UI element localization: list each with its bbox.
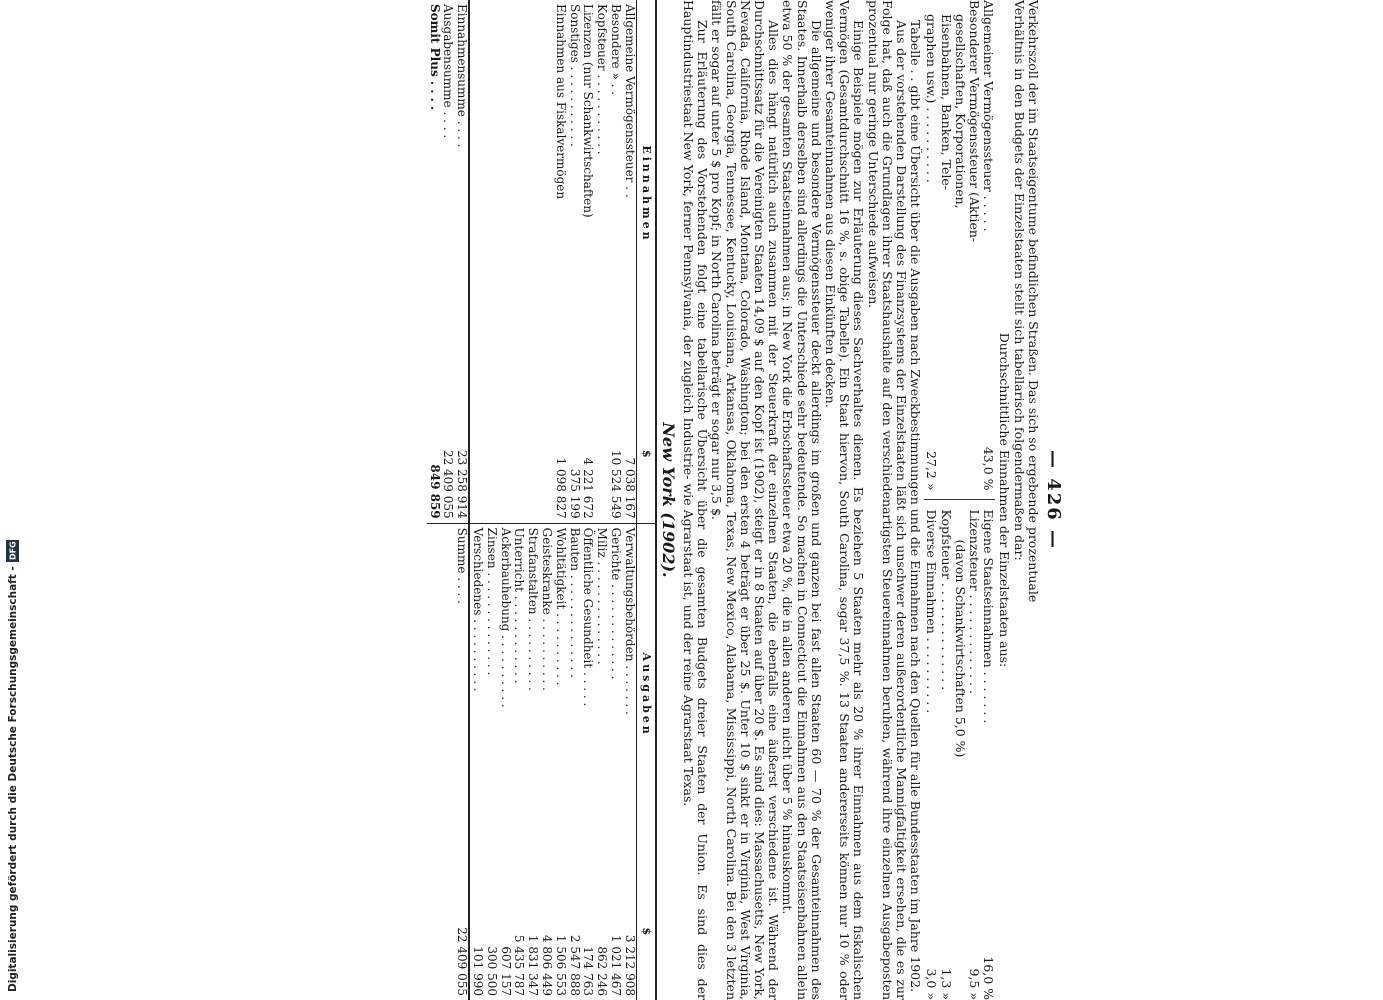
ny-income-value: 22 409 055 xyxy=(441,388,455,523)
income-share-row xyxy=(953,0,967,491)
ny-table-title: New York (1902). xyxy=(658,422,678,578)
ny-table-row xyxy=(567,0,581,1000)
ny-expense-label: Summe . . . . xyxy=(455,527,470,604)
ny-expense-value xyxy=(427,866,441,1000)
ny-income-label: Einnahmen aus Fiskalvermögen xyxy=(553,4,568,200)
digitization-credit-text: Digitalisierung gefördert durch die Deutsche Forschungsgemeinschaft - xyxy=(7,566,19,992)
digitization-credit xyxy=(2,541,24,992)
ny-income-label: Somit Plus . . . . xyxy=(427,4,442,111)
ny-table-row xyxy=(553,0,567,1000)
income-share-label: Eigene Staatseinnahmen . . . . . . . xyxy=(981,509,997,724)
ny-header-dollar: $ xyxy=(636,866,655,1000)
ny-header-row xyxy=(636,0,655,1000)
paragraph: Einige Beispiele mögen zur Erläuterung dieses Sachverhaltes dienen. Es beziehen 5 Staaten mehr als 20 % ihrer Einnahmen aus dem fiskalischen Vermögen (Gesamtdurchschnitt 16 %, s. obige Tabelle). Ein Staat hiervon, South Carolina, sogar 37,5 %. 13 Staaten andererseits können nur 10 % oder weniger ihrer Gesamteinnahmen aus diesen Einkünften decken. xyxy=(822,0,867,1000)
ny-income-value xyxy=(594,388,608,523)
ny-expense-label: Strafanstalten . . . . . . . . . . xyxy=(526,527,541,691)
ny-income-value: 849 859 xyxy=(427,388,441,523)
ny-expense-label: Öffentliche Gesundheit . . . . . xyxy=(581,527,596,707)
ny-expense-value: 174 763 xyxy=(581,946,596,996)
rotated-page xyxy=(420,0,1064,1000)
income-share-label: Besonderer Vermögenssteuer (Aktien- xyxy=(966,0,982,243)
ny-income-value: 375 199 xyxy=(567,388,581,523)
ny-income-label: Einnahmensumme . . . . xyxy=(455,4,470,148)
ny-income-label: Sonstiges . . . . . . . . . . . xyxy=(567,4,582,147)
income-share-table xyxy=(924,0,995,1000)
income-share-row xyxy=(967,510,981,1000)
ny-header-ausgaben: Ausgaben xyxy=(636,523,655,866)
income-share-row xyxy=(938,0,952,491)
ny-table-row xyxy=(622,0,636,1000)
ny-table-row xyxy=(484,0,498,1000)
income-share-label: Lizenzsteuer . . . . . . . . . . . . . xyxy=(966,509,982,694)
income-share-label: graphen usw.) . . . . . . . . . . xyxy=(924,14,940,183)
ny-income-value xyxy=(512,388,526,523)
paragraph: Die allgemeine und besondere Vermögenssteuer deckt allerdings im großen und ganzen bei fast allen Staaten 60 — 70 % der Gesamteinnahmen des Staates. Innerhalb derselben sind allerdings die Unterschiede sehr bedeutende. So machen in Connecticut die Einnahmen aus den Staatseisenbahnen allein etwa 50 % der gesamten Staatseinnahmen aus; in New York die Erbschaftssteuer etwa 20 %, die in allen anderen nicht über 5 % hinauskommt. xyxy=(780,0,824,1000)
ny-expense-value: 1 831 347 xyxy=(526,934,541,996)
ny-income-value xyxy=(484,388,498,523)
ny-expense-label xyxy=(441,523,455,866)
income-share-label: Kopfsteuer . . . . . . . . . . . . . . xyxy=(938,509,954,691)
ny-income-value xyxy=(469,388,484,523)
ny-income-value: 10 524 549 xyxy=(608,388,622,523)
paragraph: Zur Erläuterung des Vorstehenden folgt eine tabellarische Übersicht über die gesamten Budgets dreier Staaten der Union. Es sind dies der Hauptindustriestaat New York, ferner Pennsylvania, der zugleich Industrie- wie Agrarstaat ist, und der reine Agrarstaat Texas. xyxy=(680,0,711,1000)
ny-expense-label: Wohltätigkeit . . . . . . . . . . xyxy=(553,527,568,686)
ny-table-row xyxy=(539,0,553,1000)
ny-expense-value: 300 500 xyxy=(484,946,499,996)
ny-table-row xyxy=(608,0,622,1000)
paragraph: Alles dies hängt natürlich auch zusammen mit der Steuerkraft der einzelnen Staaten, die ebenfalls eine äußerst verschiedene ist. Während der Durchschnittssatz für die Vereinigten Staaten 14,09 $ auf den Kopf ist (1902), steigt er in 8 Staaten auf über 20 $. Es sind dies: Massachusetts, New York, Nevada, California, Rhode Island, Montana, Colorado, Washington; bei den ersten 4 beträgt er über 25 $. Unter 10 $ sinkt er in Virginia, West Virginia, South Carolina, Georgia, Tennessee, Kentucky, Louisiana, Arkansas, Oklahoma, Texas, New Mexico, Alabama, Mississippi, North Carolina. Bei den 3 letzten fällt er sogar auf unter 5 $ pro Kopf; in North Carolina beträgt er sogar nur 3,5 $. xyxy=(709,0,782,1000)
page-wrapper xyxy=(240,0,1240,1000)
income-share-left xyxy=(924,0,995,500)
ny-table-row xyxy=(441,0,455,1000)
ny-expense-value: 1 506 553 xyxy=(553,934,568,996)
income-share-row xyxy=(938,510,952,1000)
income-share-value: 16,0 % xyxy=(981,956,997,1000)
income-share-value: 3,0 » xyxy=(924,968,940,1000)
ny-expense-label xyxy=(427,523,441,866)
ny-expense-value: 5 435 787 xyxy=(512,934,527,996)
page-number: — 426 — xyxy=(1043,449,1064,551)
ny-income-label: Kopfsteuer . . . . . . . . . . . xyxy=(595,4,610,155)
income-share-right xyxy=(924,510,995,1000)
ny-expense-value: 1 021 467 xyxy=(608,934,623,996)
ny-header-einnahmen: Einnahmen xyxy=(636,0,655,388)
ny-table-row xyxy=(454,0,469,1000)
income-share-row xyxy=(924,0,938,491)
ny-income-value xyxy=(498,388,512,523)
ny-income-value: 1 098 827 xyxy=(553,388,567,523)
ny-income-label: Besondere » . . xyxy=(608,4,623,96)
income-share-value: 9,5 » xyxy=(966,968,982,1000)
ny-table-row xyxy=(581,0,595,1000)
income-share-value: 43,0 % xyxy=(981,446,997,491)
ny-income-label xyxy=(469,0,484,388)
ny-table-row xyxy=(512,0,526,1000)
ny-expense-value: 3 212 908 xyxy=(622,934,637,996)
ny-expense-label: Verschiedenes . . . . . . . . . . xyxy=(469,523,484,866)
ny-income-value: 7 038 167 xyxy=(622,388,636,523)
ny-expense-label: Bauten . . . . . . . . . . . . . . xyxy=(567,527,582,678)
table1-title: Durchschnittliche Einnahmen der Einzelstaaten aus: xyxy=(997,332,1013,668)
paragraph: Tabelle . . gibt eine Übersicht über die Ausgaben nach Zweckbestimmungen und die Einnahmen nach den Quellen für alle Bundesstaaten im Jahre 1902. xyxy=(908,20,924,993)
ny-expense-value: 101 990 xyxy=(469,866,484,1000)
ny-income-value: 4 221 672 xyxy=(581,388,595,523)
ny-income-label: Ausgabensumme . . . . xyxy=(441,4,456,139)
income-share-label: Eisenbahnen, Banken, Tele- xyxy=(938,14,954,190)
income-share-label: Allgemeiner Vermögenssteuer . . . . . xyxy=(981,0,997,232)
intro-line-2: Verhältnis in den Budgets der Einzelstaaten stellt sich tabellarisch folgendermaßen dar: xyxy=(1011,0,1027,561)
dfg-logo: DFG xyxy=(8,541,18,561)
ny-income-label xyxy=(512,0,526,388)
income-share-label: Diverse Einnahmen . . . . . . . . . . xyxy=(924,509,940,714)
income-share-row xyxy=(924,510,938,1000)
income-share-value: 1,3 » xyxy=(938,968,954,1000)
ny-table-row xyxy=(594,0,608,1000)
intro-line-1: Verkehrszoll der im Staatseigentume befindlichen Straßen. Das sich so ergebende prozentuale xyxy=(1025,0,1041,603)
ny-expense-value: 4 806 449 xyxy=(539,934,554,996)
ny-expense-value: 22 409 055 xyxy=(455,927,470,996)
ny-table-row xyxy=(469,0,484,1000)
income-share-row xyxy=(967,0,981,491)
ny-budget-table xyxy=(427,0,657,1000)
ny-table-row xyxy=(498,0,512,1000)
ny-income-label: Lizenzen (nur Schankwirtschaften) xyxy=(581,4,596,218)
ny-expense-value: 862 246 xyxy=(595,946,610,996)
ny-income-label xyxy=(484,0,498,388)
ny-expense-value xyxy=(441,866,455,1000)
ny-expense-label: Geisteskranke . . . . . . . . . . xyxy=(539,527,554,691)
paragraph: Aus der vorstehenden Darstellung des Finanzsystems der Einzelstaaten läßt sich unschwer deren außerordentliche Mannigfaltigkeit ersehen, die es zur Folge hat, daß auch die Grundlagen ihrer Staatshaushalte auf den verschiedenartigsten Steuereinnahmen beruhen, während ihre einzelnen Ausgabeposten prozentual nur geringe Unterschiede aufweisen. xyxy=(865,0,909,1000)
ny-expense-label: Ackerbauhebung . . . . . . . . . . xyxy=(498,527,513,708)
income-share-row xyxy=(981,510,995,1000)
ny-income-label xyxy=(525,0,539,388)
income-share-row xyxy=(953,510,967,1000)
ny-expense-label: Zinsen . . . . . . . . . . . . . . xyxy=(484,527,499,676)
ny-header-dollar: $ xyxy=(636,388,655,523)
income-share-label: (davon Schankwirtschaften 5,0 %) xyxy=(952,539,968,758)
ny-expense-value: 607 157 xyxy=(498,946,513,996)
ny-expense-label: Verwaltungsbehörden . . . . . . . xyxy=(622,527,637,715)
income-share-value: 27,2 » xyxy=(924,451,940,491)
income-share-label: gesellschaften, Korporationen, xyxy=(952,14,968,209)
ny-table-row xyxy=(427,0,441,1000)
ny-table-body xyxy=(427,0,636,1000)
ny-income-label: Allgemeine Vermögenssteuer . . xyxy=(622,4,637,198)
ny-table-row xyxy=(525,0,539,1000)
ny-expense-label: Miliz . . . . . . . . . . . . . . xyxy=(595,527,610,665)
ny-expense-label: Gerichte . . . . . . . . . . . . . xyxy=(608,527,623,680)
ny-income-label xyxy=(539,0,553,388)
ny-income-value: 23 258 914 xyxy=(454,388,469,523)
income-share-row xyxy=(981,0,995,491)
ny-expense-label: Unterricht . . . . . . . . . . . . xyxy=(512,527,527,684)
ny-expense-value: 2 547 888 xyxy=(567,934,582,996)
ny-income-value xyxy=(525,388,539,523)
ny-income-label xyxy=(498,0,512,388)
ny-income-value xyxy=(539,388,553,523)
